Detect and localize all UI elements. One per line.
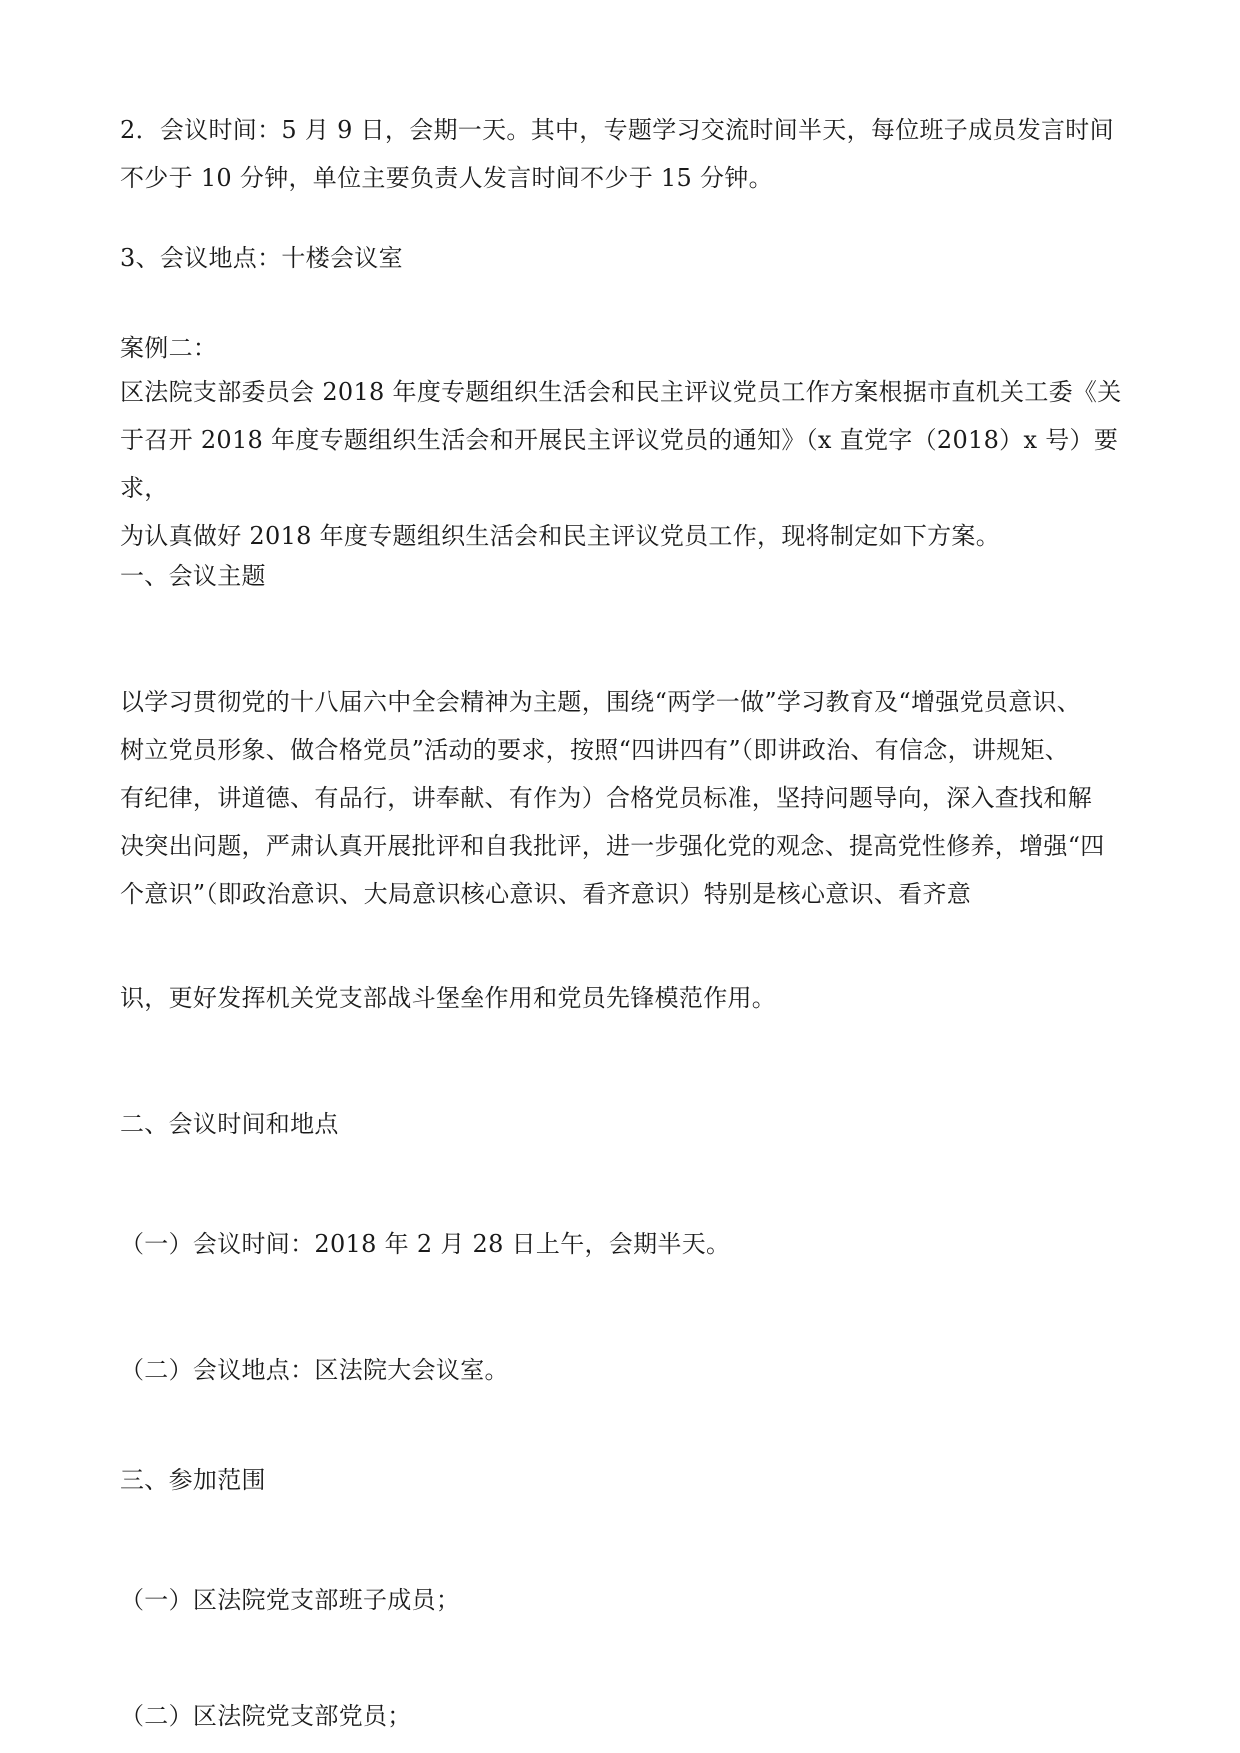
text-line: 于召开 2018 年度专题组织生活会和开展民主评议党员的通知》（x 直党字（2018）x 号）要求， bbox=[120, 426, 1119, 502]
section-2-item-1 bbox=[120, 1220, 1130, 1268]
section-3-heading bbox=[120, 1456, 1130, 1504]
text-line: 树立党员形象、做合格党员”活动的要求，按照“四讲四有”（即讲政治、有信念，讲规矩、 bbox=[120, 736, 1070, 764]
section-1-body bbox=[120, 678, 1130, 918]
text-line: 决突出问题，严肃认真开展批评和自我批评，进一步强化党的观念、提高党性修养，增强“四 bbox=[120, 832, 1105, 860]
text-line: 识，更好发挥机关党支部战斗堡垒作用和党员先锋模范作用。 bbox=[120, 984, 777, 1012]
section-1-body-cont bbox=[120, 974, 1130, 1022]
text-line: 有纪律，讲道德、有品行，讲奉献、有作为）合格党员标准，坚持问题导向，深入查找和解 bbox=[120, 784, 1092, 812]
meeting-location-item bbox=[120, 234, 1130, 282]
section-2-item-2 bbox=[120, 1346, 1130, 1394]
text-line: 个意识”（即政治意识、大局意识核心意识、看齐意识）特别是核心意识、看齐意 bbox=[120, 880, 972, 908]
text-line: 2．会议时间：5 月 9 日，会期一天。其中，专题学习交流时间半天，每位班子成员发言时间 bbox=[120, 116, 1114, 144]
case-two-heading bbox=[120, 324, 1130, 372]
text-line: （一）会议时间：2018 年 2 月 28 日上午，会期半天。 bbox=[120, 1230, 731, 1258]
section-2-heading bbox=[120, 1100, 1130, 1148]
text-line: 一、会议主题 bbox=[120, 562, 266, 590]
meeting-time-item bbox=[120, 106, 1130, 202]
text-line: （一）区法院党支部班子成员； bbox=[120, 1586, 461, 1614]
section-3-item-1 bbox=[120, 1576, 1130, 1624]
text-line: 三、参加范围 bbox=[120, 1466, 266, 1494]
text-line: 3、会议地点：十楼会议室 bbox=[120, 244, 403, 272]
case-two-intro bbox=[120, 368, 1130, 560]
text-line: 不少于 10 分钟，单位主要负责人发言时间不少于 15 分钟。 bbox=[120, 164, 773, 192]
section-1-heading bbox=[120, 552, 1130, 600]
text-line: 以学习贯彻党的十八届六中全会精神为主题，围绕“两学一做”学习教育及“增强党员意识、 bbox=[120, 688, 1082, 716]
text-line: （二）区法院党支部党员； bbox=[120, 1702, 412, 1730]
section-3-item-2 bbox=[120, 1692, 1130, 1740]
text-line: 为认真做好 2018 年度专题组织生活会和民主评议党员工作，现将制定如下方案。 bbox=[120, 522, 1001, 550]
text-line: 二、会议时间和地点 bbox=[120, 1110, 339, 1138]
text-line: （二）会议地点：区法院大会议室。 bbox=[120, 1356, 509, 1384]
text-line: 区法院支部委员会 2018 年度专题组织生活会和民主评议党员工作方案根据市直机关工委《关 bbox=[120, 378, 1122, 406]
text-line: 案例二： bbox=[120, 334, 218, 362]
